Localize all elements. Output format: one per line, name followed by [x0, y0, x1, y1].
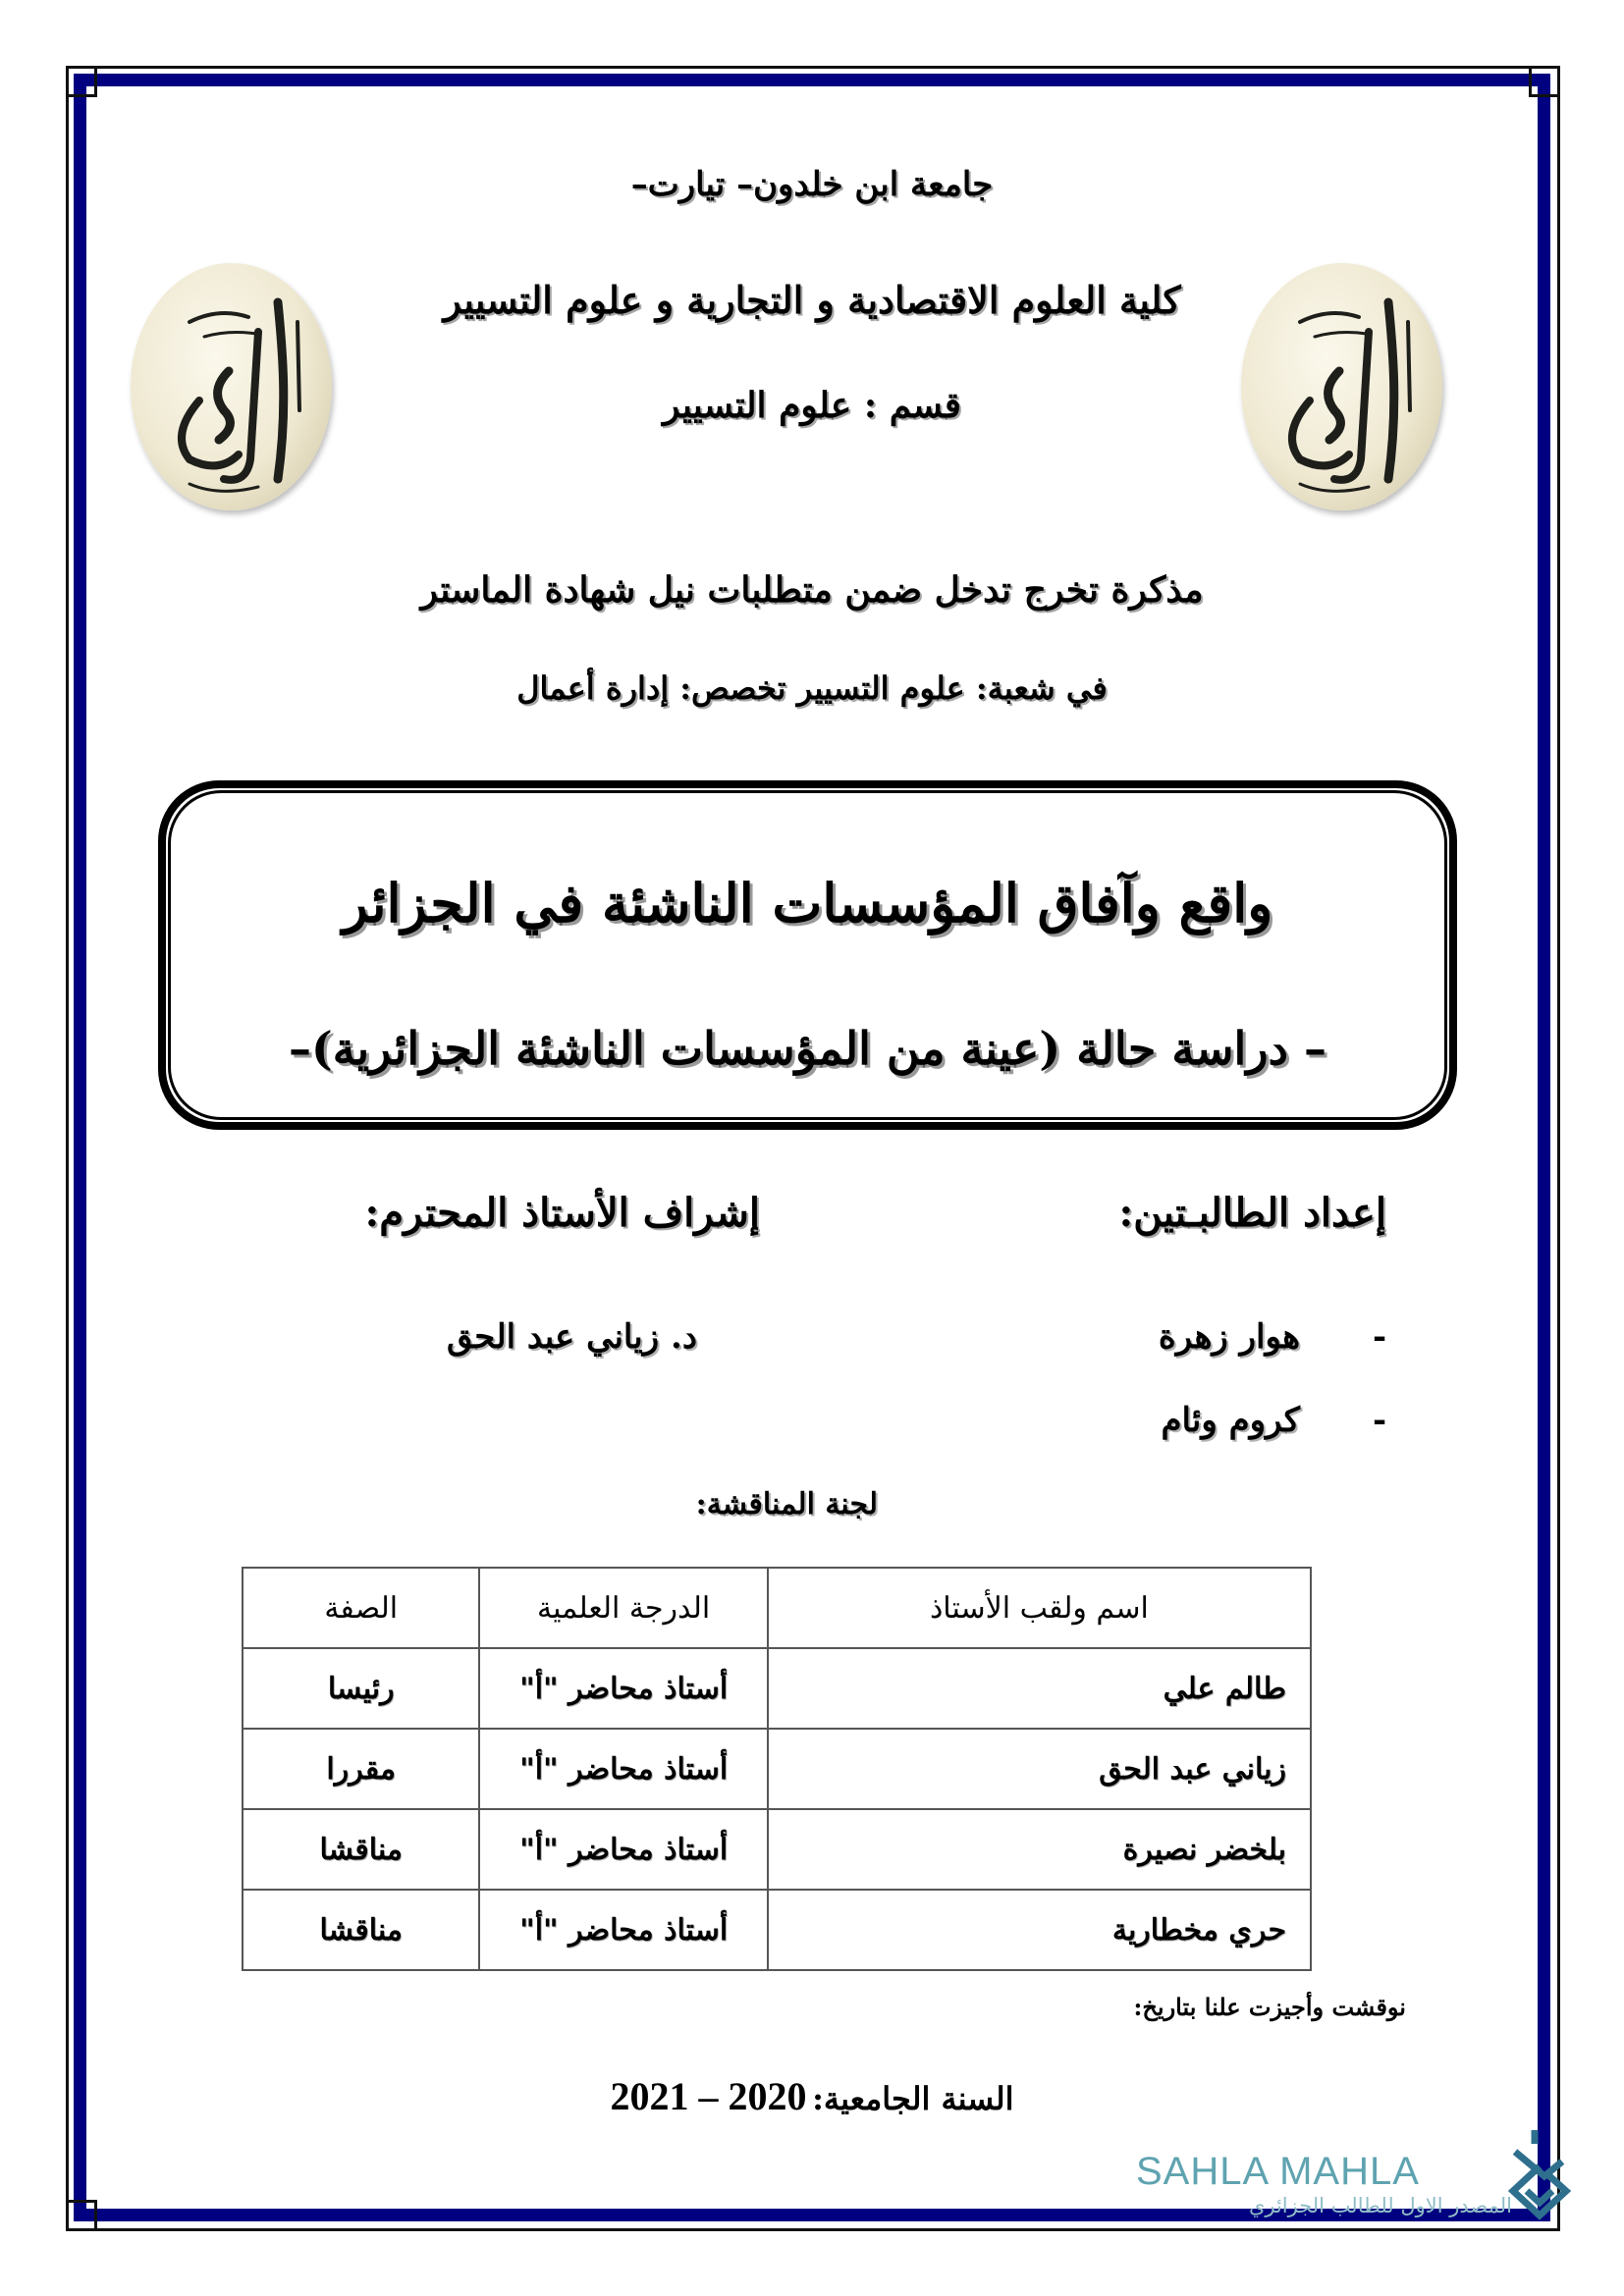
academic-year-value: 2021 – 2020	[610, 2074, 807, 2118]
member-role: مناقشا	[243, 1890, 479, 1970]
member-grade: أستاذ محاضر "أ"	[479, 1890, 767, 1970]
ibn-khaldoun-calligraphy-icon	[1241, 263, 1442, 510]
university-logo-right	[1241, 263, 1442, 510]
member-grade: أستاذ محاضر "أ"	[479, 1809, 767, 1890]
list-bullet: -	[1373, 1317, 1387, 1357]
thesis-title-box	[158, 780, 1457, 1130]
student-name: هوار زهرة	[1158, 1317, 1300, 1357]
students-label: إعداد الطالبـتين:	[1118, 1190, 1386, 1236]
column-header-role: الصفة	[243, 1568, 479, 1648]
frame-corner-ornament	[66, 66, 97, 97]
committee-label: لجنة المناقشة:	[695, 1487, 878, 1522]
member-role: رئيسا	[243, 1648, 479, 1729]
member-name: حري مخطارية	[768, 1890, 1311, 1970]
ibn-khaldoun-calligraphy-icon	[131, 263, 332, 510]
thesis-title: واقع وآفاق المؤسسات الناشئة في الجزائر	[342, 872, 1273, 934]
member-name: زياني عبد الحق	[768, 1729, 1311, 1809]
thesis-subtitle: – دراسة حالة (عينة من المؤسسات الناشئة الجزائرية)–	[288, 1022, 1327, 1075]
list-bullet: -	[1373, 1401, 1387, 1440]
table-row	[243, 1809, 1311, 1890]
academic-year-label: السنة الجامعية:	[812, 2080, 1014, 2117]
frame-corner-ornament	[66, 2200, 97, 2231]
member-name: طالم علي	[768, 1648, 1311, 1729]
member-role: مناقشا	[243, 1809, 479, 1890]
department-name: قسم : علوم التسيير	[663, 385, 961, 426]
branch-specialty: في شعبة: علوم التسيير تخصص: إدارة أعمال	[516, 669, 1108, 707]
member-grade: أستاذ محاضر "أ"	[479, 1648, 767, 1729]
member-name: بلخضر نصيرة	[768, 1809, 1311, 1890]
academic-year	[0, 2073, 1624, 2119]
university-name: جامعة ابن خلدون– تيارت–	[630, 165, 994, 204]
faculty-name: كلية العلوم الاقتصادية و التجارية و علوم التسيير	[443, 278, 1181, 322]
table-row	[243, 1890, 1311, 1970]
table-row	[243, 1648, 1311, 1729]
supervisor-label: إشراف الأستاذ المحترم:	[364, 1190, 760, 1236]
watermark-subtitle: المصدر الاول للطالب الجزائري	[1248, 2194, 1512, 2217]
sahla-mahla-logo-icon	[1505, 2122, 1574, 2230]
member-role: مقررا	[243, 1729, 479, 1809]
university-logo-left	[131, 263, 332, 510]
member-grade: أستاذ محاضر "أ"	[479, 1729, 767, 1809]
student-name: كروم وئام	[1161, 1401, 1300, 1440]
committee-table	[242, 1567, 1312, 1971]
column-header-name: اسم ولقب الأستاذ	[768, 1568, 1311, 1648]
column-header-grade: الدرجة العلمية	[479, 1568, 767, 1648]
supervisor-name: د. زياني عبد الحق	[446, 1317, 697, 1357]
table-row	[243, 1729, 1311, 1809]
table-header-row	[243, 1568, 1311, 1648]
watermark-title: SAHLA MAHLA	[1136, 2150, 1420, 2193]
defense-date-note: نوقشت وأجيزت علنا بتاريخ:	[1133, 1993, 1406, 2021]
memo-purpose: مذكرة تخرج تدخل ضمن متطلبات نيل شهادة الماستر	[420, 569, 1204, 611]
frame-corner-ornament	[1529, 66, 1560, 97]
